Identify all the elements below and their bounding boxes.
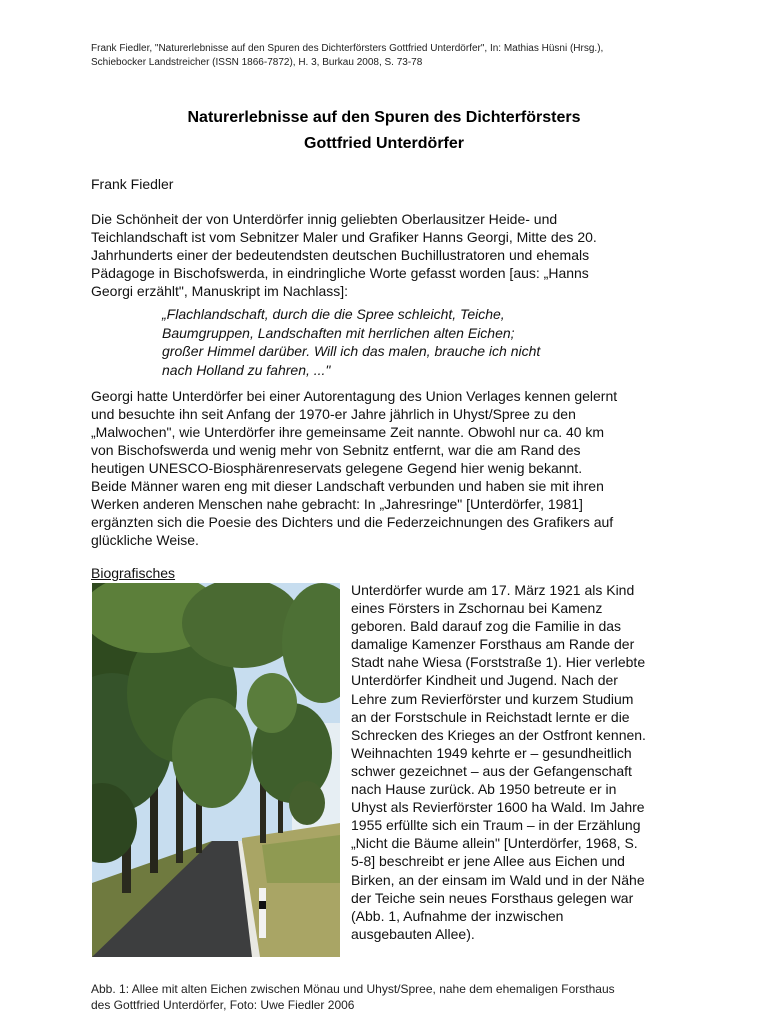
bio-line: Stadt nahe Wiesa (Forststraße 1). Hier verlebte <box>351 654 646 671</box>
bio-line: der Teiche sein neues Forsthaus gelegen war <box>351 889 634 906</box>
bio-line: geboren. Bald darauf zog die Familie in das <box>351 618 622 635</box>
bio-line: ausgebauten Allee). <box>351 925 475 942</box>
author-name: Frank Fiedler <box>91 176 174 192</box>
document-title-line-2: Gottfried Unterdörfer <box>304 135 464 152</box>
body-paragraph <box>91 387 681 549</box>
caption-line-2: des Gottfried Unterdörfer, Foto: Uwe Fiedler 2006 <box>91 998 355 1012</box>
avenue-photo-drawing <box>92 583 340 957</box>
body-line: von Bischofswerda und wenig mehr von Sebnitz entfernt, war die am Rand des <box>91 442 581 458</box>
bio-line: nach Hause zurück. Ab 1950 betreute er in <box>351 781 617 798</box>
bio-line: eines Försters in Zschornau bei Kamenz <box>351 600 603 617</box>
quote-line: „Flachlandschaft, durch die die Spree schleicht, Teiche, <box>162 306 505 322</box>
body-line: heutigen UNESCO-Biosphärenreservats gelegene Gegend hier wenig bekannt. <box>91 460 583 476</box>
body-line: Georgi hatte Unterdörfer bei einer Autorentagung des Union Verlages kennen gelernt <box>91 388 618 404</box>
body-line: glückliche Weise. <box>91 532 199 548</box>
bio-line: Unterdörfer Kindheit und Jugend. Nach der <box>351 672 618 689</box>
bio-line: (Abb. 1, Aufnahme der inzwischen <box>351 907 564 924</box>
body-line: ergänzten sich die Poesie des Dichters und die Federzeichnungen des Grafikers auf <box>91 514 614 530</box>
quote-line: großer Himmel darüber. Will ich das malen, brauche ich nicht <box>162 343 541 359</box>
figure-caption <box>91 981 691 1013</box>
bio-line: damalige Kamenzer Forsthaus am Rande der <box>351 636 635 653</box>
block-quote <box>162 305 612 379</box>
caption-line-1: Abb. 1: Allee mit alten Eichen zwischen Mönau und Uhyst/Spree, nahe dem ehemaligen Forsthaus <box>91 982 615 996</box>
bio-line: Uhyst als Revierförster 1600 ha Wald. Im Jahre <box>351 799 645 816</box>
avenue-photo <box>92 583 340 957</box>
bio-line: 1955 erfüllte sich ein Traum – in der Erzählung <box>351 817 641 834</box>
intro-line: Die Schönheit der von Unterdörfer innig geliebten Oberlausitzer Heide- und <box>91 211 558 227</box>
bio-line: an der Forstschule in Reichstadt lernte er die <box>351 708 630 725</box>
body-line: und besuchte ihn seit Anfang der 1970-er Jahre jährlich in Uhyst/Spree zu den <box>91 406 576 422</box>
bio-line: Birken, an der einsam im Wald und in der Nähe <box>351 871 645 888</box>
section-heading-biografisches: Biografisches <box>91 565 176 581</box>
intro-line: Jahrhunderts einer der bedeutendsten deutschen Buchillustratoren und ehemals <box>91 247 590 263</box>
body-line: Werken anderen Menschen nahe gebracht: In „Jahresringe" [Unterdörfer, 1981] <box>91 496 583 512</box>
citation-header <box>91 42 711 70</box>
citation-line-1: Frank Fiedler, "Naturerlebnisse auf den Spuren des Dichterförsters Gottfried Unterdörfer", In: Mathias Hüsni (Hrsg.), <box>91 43 604 54</box>
citation-line-2: Schiebocker Landstreicher (ISSN 1866-7872), H. 3, Burkau 2008, S. 73-78 <box>91 57 423 68</box>
bio-line: „Nicht die Bäume allein" [Unterdörfer, 1968, S. <box>351 835 638 852</box>
quote-line: nach Holland zu fahren, ..." <box>162 361 331 378</box>
bio-line: 5-8] beschreibt er jene Allee aus Eichen und <box>351 853 625 870</box>
body-line: „Malwochen", wie Unterdörfer ihre gemeinsame Zeit nannte. Obwohl nur ca. 40 km <box>91 424 605 440</box>
bio-line: Schrecken des Krieges an der Ostfront kennen. <box>351 726 646 743</box>
intro-paragraph <box>91 210 681 300</box>
quote-line: Baumgruppen, Landschaften mit herrlichen alten Eichen; <box>162 324 515 341</box>
bio-line: schwer gezeichnet – aus der Gefangenschaft <box>351 762 632 779</box>
document-title-line-1: Naturerlebnisse auf den Spuren des Dichterförsters <box>187 109 581 126</box>
bio-line: Weihnachten 1949 kehrte er – gesundheitlich <box>351 744 632 761</box>
bio-line: Unterdörfer wurde am 17. März 1921 als Kind <box>351 582 635 598</box>
bio-line: Lehre zum Revierförster und kurzem Studium <box>351 690 634 707</box>
intro-line: Pädagoge in Bischofswerda, in eindringliche Worte gefasst worden [aus: „Hanns <box>91 265 589 281</box>
intro-line: Teichlandschaft ist vom Sebnitzer Maler und Grafiker Hanns Georgi, Mitte des 20. <box>91 229 597 245</box>
biography-text <box>351 581 691 943</box>
intro-line: Georgi erzählt", Manuskript im Nachlass]: <box>91 283 349 299</box>
body-line: Beide Männer waren eng mit dieser Landschaft verbunden und haben sie mit ihren <box>91 478 604 494</box>
